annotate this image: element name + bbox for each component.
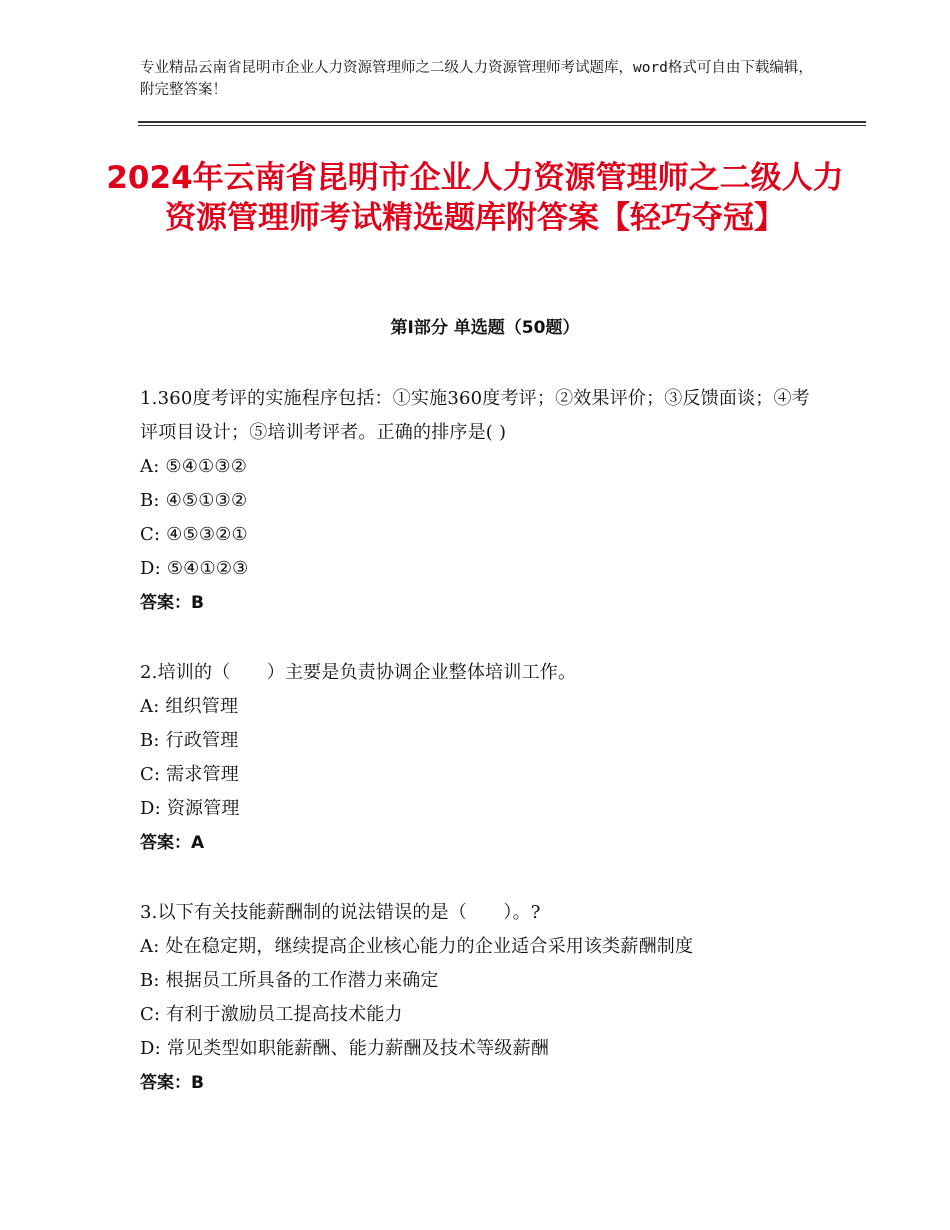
header-note: 专业精品云南省昆明市企业人力资源管理师之二级人力资源管理师考试题库，word格式可自由下载编辑，附完整答案！ (140, 60, 813, 98)
option-d: D: 常见类型如职能薪酬、能力薪酬及技术等级薪酬 (140, 1038, 550, 1059)
answer: 答案：B (140, 1073, 204, 1093)
option-b: B: ④⑤①③② (140, 490, 248, 511)
header-rule-thin (138, 125, 866, 126)
document-title: 2024年云南省昆明市企业人力资源管理师之二级人力资源管理师考试精选题库附答案【轻巧夺冠】 (106, 160, 844, 236)
question-1 (140, 382, 820, 620)
question-stem: 2.培训的（ ）主要是负责协调企业整体培训工作。 (140, 662, 577, 683)
option-c: C: 需求管理 (140, 764, 239, 785)
question-3 (140, 896, 820, 1100)
option-c: C: 有利于激励员工提高技术能力 (140, 1004, 403, 1025)
option-a: A: 处在稳定期，继续提高企业核心能力的企业适合采用该类薪酬制度 (140, 936, 694, 957)
question-stem: 3.以下有关技能薪酬制的说法错误的是（ ）。? (140, 902, 541, 923)
section-title: 第Ⅰ部分 单选题（50题） (390, 318, 580, 338)
option-d: D: 资源管理 (140, 798, 240, 819)
option-a: A: ⑤④①③② (140, 456, 248, 477)
header-rule-thick (138, 121, 866, 123)
option-b: B: 行政管理 (140, 730, 239, 751)
option-a: A: 组织管理 (140, 696, 239, 717)
option-b: B: 根据员工所具备的工作潜力来确定 (140, 970, 439, 991)
answer: 答案：A (140, 833, 205, 853)
question-2 (140, 656, 820, 860)
question-list (140, 382, 820, 1136)
option-c: C: ④⑤③②① (140, 524, 248, 545)
answer: 答案：B (140, 593, 204, 613)
question-stem: 1.360度考评的实施程序包括：①实施360度考评；②效果评价；③反馈面谈；④考评项目设计；⑤培训考评者。正确的排序是( ) (140, 388, 810, 443)
option-d: D: ⑤④①②③ (140, 558, 249, 579)
